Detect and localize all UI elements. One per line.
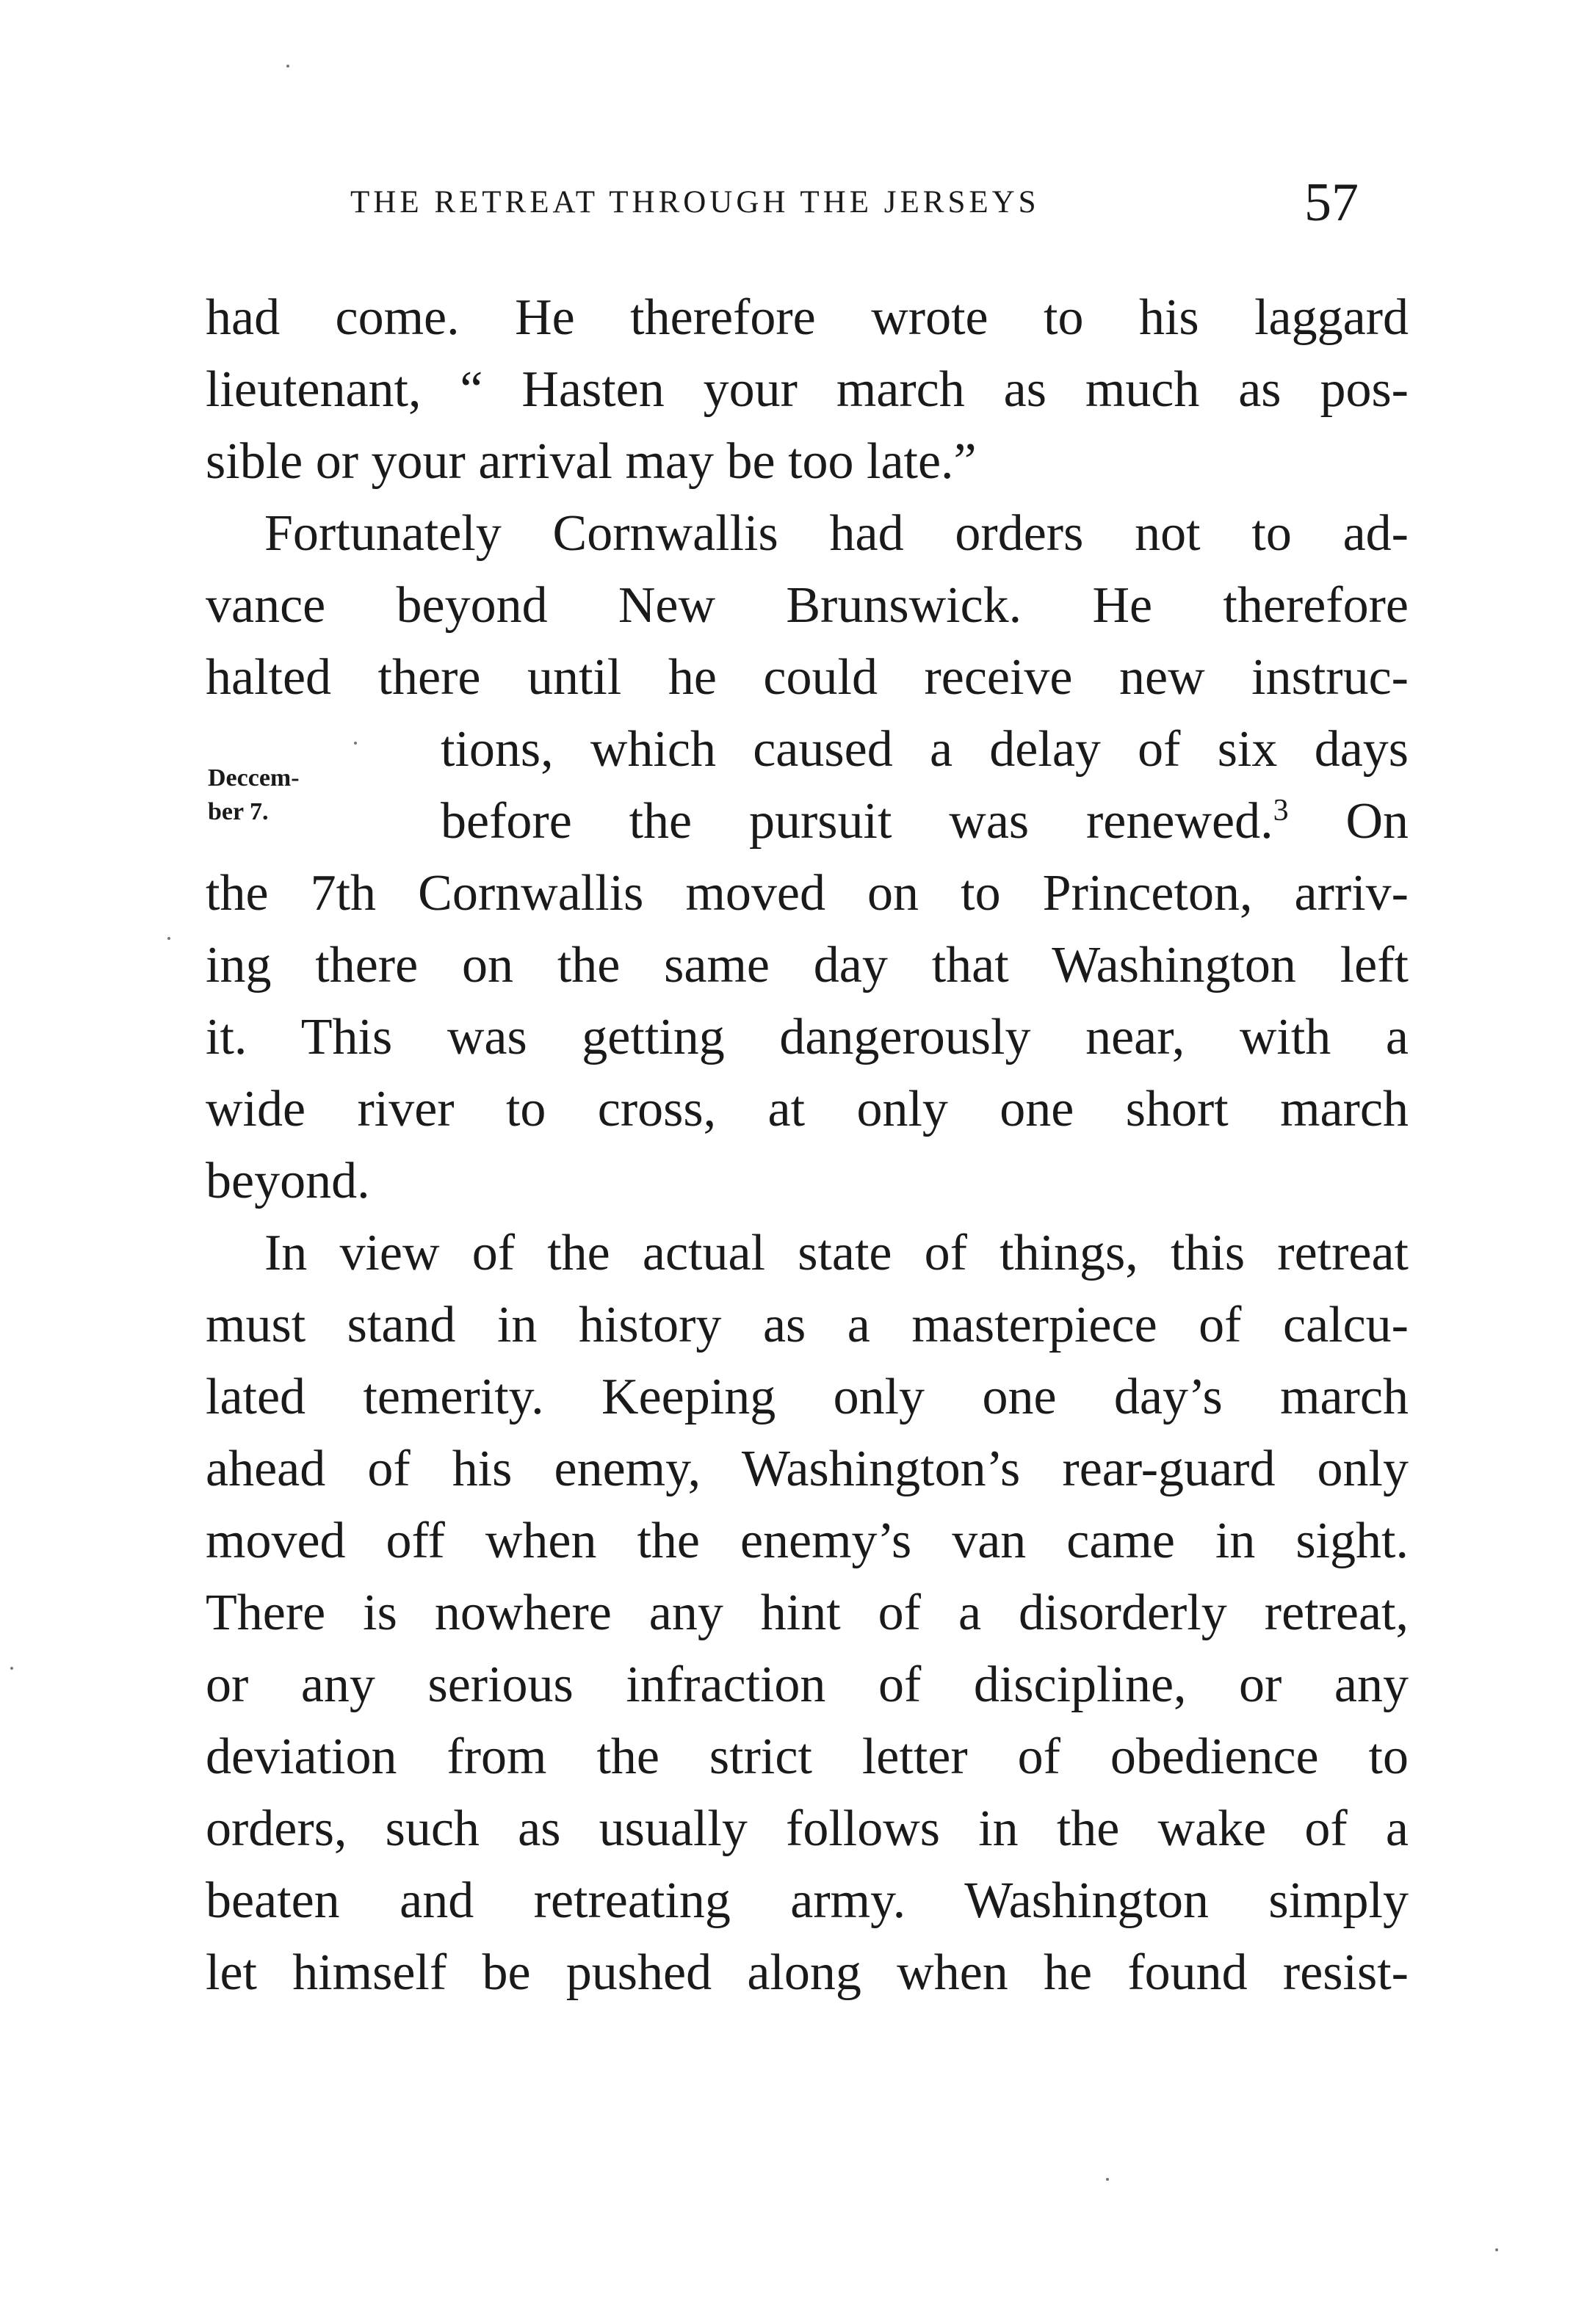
text-line-3: sible or your arrival may be too late.” [206, 433, 977, 490]
text-line-19: There is nowhere any hint of a disorderly retreat, [206, 1585, 1409, 1641]
paper-speck [167, 937, 170, 940]
paper-speck [354, 742, 357, 745]
text-line-2: lieutenant, “ Hasten your march as much as pos- [206, 361, 1409, 418]
text-line-24: let himself be pushed along when he found resist- [206, 1944, 1409, 2001]
text-line-20: or any serious infraction of discipline, or any [206, 1657, 1409, 1713]
text-line-16: lated temerity. Keeping only one day’s march [206, 1369, 1409, 1425]
paper-speck [10, 1667, 13, 1670]
text-line-22: orders, such as usually follows in the wake of a [206, 1800, 1409, 1857]
text-line-17: ahead of his enemy, Washington’s rear-guard only [206, 1441, 1409, 1497]
margin-note-line-2: ber 7. [208, 798, 269, 825]
text-line-15: must stand in history as a masterpiece of calcu- [206, 1297, 1409, 1353]
running-head-title: THE RETREAT THROUGH THE JERSEYS [350, 185, 1040, 220]
text-line-11: it. This was getting dangerously near, with a [206, 1009, 1409, 1065]
footnote-marker: 3 [1273, 794, 1289, 828]
page-number: 57 [1304, 173, 1359, 233]
text-line-13: beyond. [206, 1153, 370, 1209]
text-line-12: wide river to cross, at only one short march [206, 1081, 1409, 1137]
text-line-10: ing there on the same day that Washington left [206, 937, 1409, 993]
text-line-21: deviation from the strict letter of obedience to [206, 1728, 1409, 1785]
paper-speck [1495, 2248, 1498, 2251]
text-line-18: moved off when the enemy’s van came in sight. [206, 1513, 1409, 1569]
margin-note-line-1: Deccem- [208, 764, 300, 792]
text-line-23: beaten and retreating army. Washington simply [206, 1872, 1409, 1929]
text-line-7: tions, which caused a delay of six days [441, 721, 1409, 778]
text-line-4: Fortunately Cornwallis had orders not to ad- [264, 505, 1409, 562]
paper-speck [1106, 2178, 1109, 2181]
text-line-8 [441, 789, 1409, 855]
text-line-8-main: before the pursuit was renewed. [441, 793, 1273, 850]
text-line-9: the 7th Cornwallis moved on to Princeton, arriv- [206, 865, 1409, 922]
paper-speck [286, 65, 289, 68]
text-line-1: had come. He therefore wrote to his laggard [206, 289, 1409, 346]
text-line-6: halted there until he could receive new instruc- [206, 649, 1409, 706]
text-line-8-end: On [1345, 793, 1409, 850]
text-line-5: vance beyond New Brunswick. He therefore [206, 577, 1409, 634]
text-line-14: In view of the actual state of things, this retreat [264, 1225, 1409, 1281]
